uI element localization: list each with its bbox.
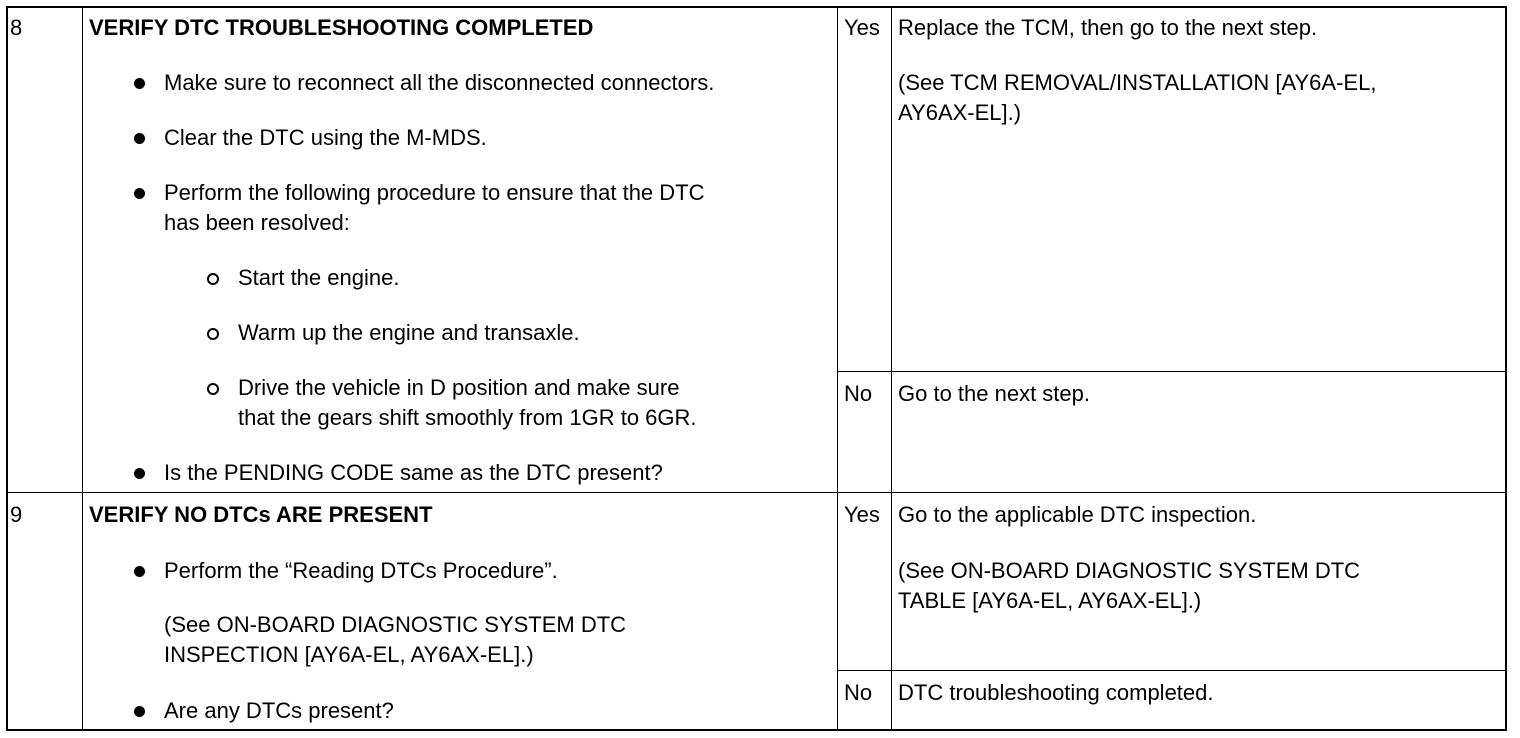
row-divider-steps — [6, 492, 1507, 493]
result-text: Go to the next step. — [898, 381, 1091, 406]
bullet-icon — [134, 566, 145, 577]
answer-yes: Yes — [844, 15, 880, 40]
result-reference: (See TCM REMOVAL/INSTALLATION [AY6A-EL, — [898, 70, 1377, 95]
bullet-icon — [134, 706, 145, 717]
answer-no: No — [844, 680, 873, 705]
column-divider-result — [891, 6, 892, 731]
bullet-reference-continued: INSPECTION [AY6A-EL, AY6AX-EL].) — [164, 642, 534, 667]
table-border-left — [6, 6, 8, 731]
bullet-text: Are any DTCs present? — [164, 698, 394, 723]
step-title: VERIFY DTC TROUBLESHOOTING COMPLETED — [89, 15, 594, 40]
result-text: DTC troubleshooting completed. — [898, 680, 1214, 705]
row-divider-step8-results — [837, 371, 1507, 372]
bullet-icon — [134, 133, 145, 144]
sub-bullet-icon — [207, 328, 219, 340]
sub-bullet-icon — [207, 383, 219, 395]
sub-bullet-text-continued: that the gears shift smoothly from 1GR to 6GR. — [238, 405, 697, 430]
bullet-icon — [134, 78, 145, 89]
bullet-text: Perform the following procedure to ensure that the DTC — [164, 180, 705, 205]
answer-no: No — [844, 381, 873, 406]
bullet-text-continued: has been resolved: — [164, 210, 350, 235]
step-number: 9 — [10, 502, 23, 527]
bullet-icon — [134, 468, 145, 479]
column-divider-answer — [837, 6, 838, 731]
answer-yes: Yes — [844, 502, 880, 527]
result-reference-continued: AY6AX-EL].) — [898, 100, 1022, 125]
sub-bullet-text: Warm up the engine and transaxle. — [238, 320, 580, 345]
bullet-text: Perform the “Reading DTCs Procedure”. — [164, 558, 558, 583]
bullet-icon — [134, 188, 145, 199]
bullet-text: Clear the DTC using the M-MDS. — [164, 125, 487, 150]
table-border-right — [1505, 6, 1507, 731]
sub-bullet-icon — [207, 273, 219, 285]
result-reference-continued: TABLE [AY6A-EL, AY6AX-EL].) — [898, 588, 1202, 613]
sub-bullet-text: Start the engine. — [238, 265, 400, 290]
result-text: Replace the TCM, then go to the next step. — [898, 15, 1318, 40]
result-text: Go to the applicable DTC inspection. — [898, 502, 1257, 527]
row-divider-step9-results — [837, 670, 1507, 671]
step-number: 8 — [10, 15, 23, 40]
table-border-bottom — [6, 729, 1507, 731]
sub-bullet-text: Drive the vehicle in D position and make sure — [238, 375, 680, 400]
result-reference: (See ON-BOARD DIAGNOSTIC SYSTEM DTC — [898, 558, 1361, 583]
bullet-text: Make sure to reconnect all the disconnected connectors. — [164, 70, 715, 95]
table-border-top — [6, 6, 1507, 8]
column-divider-number — [82, 6, 83, 731]
bullet-reference: (See ON-BOARD DIAGNOSTIC SYSTEM DTC — [164, 612, 627, 637]
step-title: VERIFY NO DTCs ARE PRESENT — [89, 502, 433, 527]
bullet-text: Is the PENDING CODE same as the DTC present? — [164, 460, 663, 485]
